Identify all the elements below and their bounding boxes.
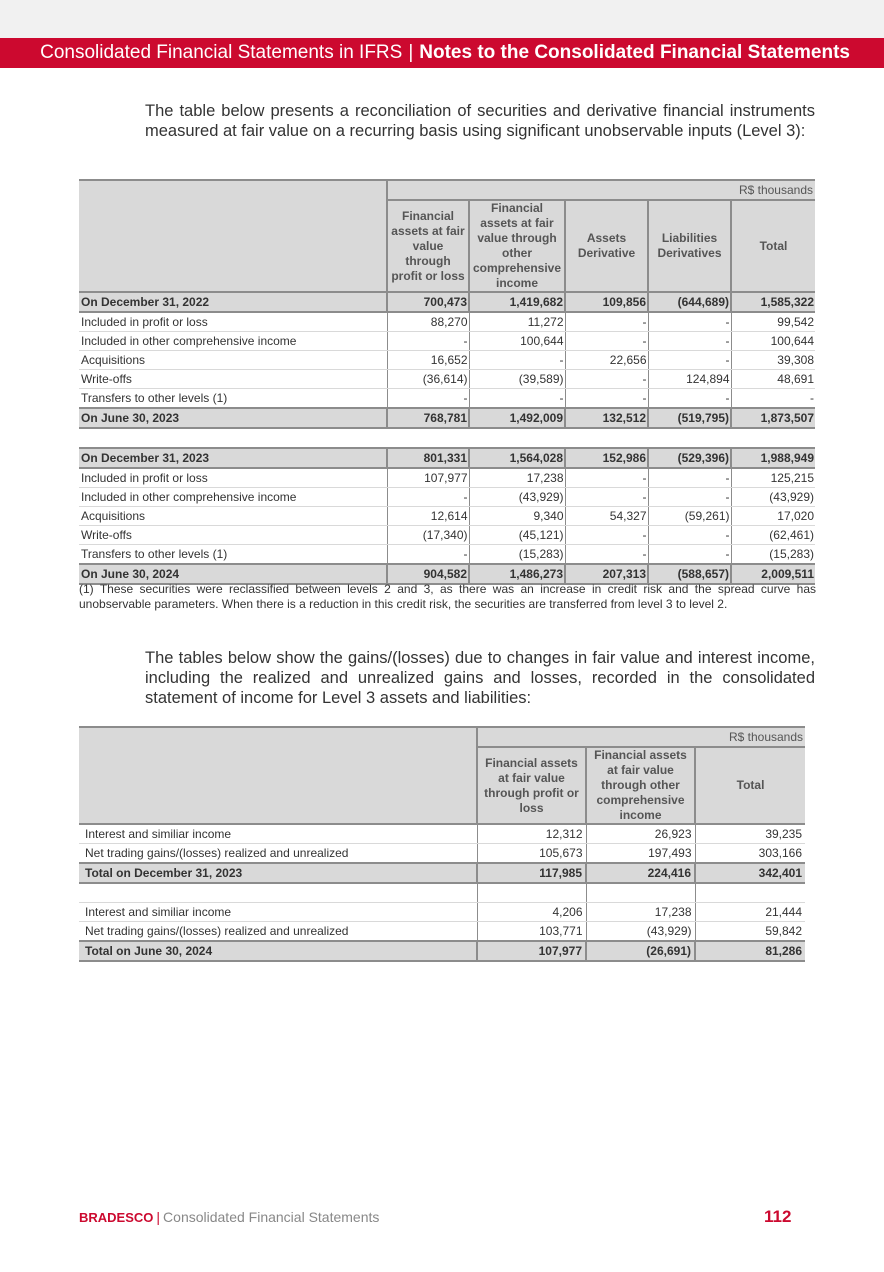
header-blank — [79, 180, 387, 292]
footer-separator: | — [156, 1209, 161, 1225]
header-blank — [79, 727, 477, 824]
cell: 1,492,009 — [469, 408, 565, 428]
cell: (15,283) — [469, 545, 565, 565]
cell: 103,771 — [477, 922, 586, 942]
col-fvtpl: Financial assets at fair value through profit or loss — [387, 200, 469, 292]
cell: 9,340 — [469, 507, 565, 526]
row-label: Transfers to other levels (1) — [79, 389, 387, 409]
row-label: Acquisitions — [79, 351, 387, 370]
cell: 4,206 — [477, 903, 586, 922]
cell: 81,286 — [695, 941, 805, 961]
row-label: Interest and similiar income — [79, 903, 477, 922]
cell: - — [648, 545, 731, 565]
table-row — [79, 922, 805, 942]
cell: 904,582 — [387, 564, 469, 584]
cell: - — [648, 351, 731, 370]
row-label: Total on December 31, 2023 — [79, 863, 477, 883]
row-label: On June 30, 2023 — [79, 408, 387, 428]
cell: (588,657) — [648, 564, 731, 584]
cell: (17,340) — [387, 526, 469, 545]
cell: 17,238 — [586, 903, 695, 922]
cell: 107,977 — [387, 468, 469, 488]
level3-gains-losses-table — [79, 726, 805, 962]
cell: 700,473 — [387, 292, 469, 312]
row-label: Net trading gains/(losses) realized and unrealized — [79, 922, 477, 942]
cell: 12,614 — [387, 507, 469, 526]
row-label: Included in other comprehensive income — [79, 488, 387, 507]
cell: 54,327 — [565, 507, 648, 526]
cell: 152,986 — [565, 448, 648, 468]
cell: - — [387, 389, 469, 409]
cell: 17,020 — [731, 507, 815, 526]
cell: - — [565, 526, 648, 545]
table-row — [79, 545, 815, 565]
table-row — [79, 389, 815, 409]
unit-label: R$ thousands — [387, 180, 815, 200]
cell: - — [565, 389, 648, 409]
row-label: Interest and similiar income — [79, 824, 477, 844]
cell: (36,614) — [387, 370, 469, 389]
row-label: Included in profit or loss — [79, 468, 387, 488]
cell: - — [565, 332, 648, 351]
cell: 125,215 — [731, 468, 815, 488]
row-label: Net trading gains/(losses) realized and unrealized — [79, 844, 477, 864]
cell: - — [565, 370, 648, 389]
table-row — [79, 448, 815, 468]
row-label: Total on June 30, 2024 — [79, 941, 477, 961]
col-fvoci: Financial assets at fair value through other comprehensive income — [586, 747, 695, 824]
cell: - — [387, 332, 469, 351]
top-strip — [0, 0, 884, 38]
table-footnote: (1) These securities were reclassified between levels 2 and 3, as there was an increase in credit risk and the spread curve has unobservable parameters. When there is a reduction in this credit risk, the securities are transferred from level 3 to level 2. — [79, 582, 816, 611]
page-footer — [79, 1209, 379, 1225]
row-label: On June 30, 2024 — [79, 564, 387, 584]
cell: 59,842 — [695, 922, 805, 942]
cell: 107,977 — [477, 941, 586, 961]
level3-reconciliation-table — [79, 179, 815, 585]
banner-subsection: Notes to the Consolidated Financial Statements — [419, 42, 850, 63]
cell: - — [565, 545, 648, 565]
cell: 39,235 — [695, 824, 805, 844]
cell: - — [565, 468, 648, 488]
cell: 39,308 — [731, 351, 815, 370]
cell: 1,486,273 — [469, 564, 565, 584]
cell: 342,401 — [695, 863, 805, 883]
cell: 109,856 — [565, 292, 648, 312]
cell: - — [469, 389, 565, 409]
table-row — [79, 332, 815, 351]
cell: 132,512 — [565, 408, 648, 428]
cell: (39,589) — [469, 370, 565, 389]
row-label: Included in other comprehensive income — [79, 332, 387, 351]
cell: 12,312 — [477, 824, 586, 844]
cell: - — [648, 526, 731, 545]
row-label: Write-offs — [79, 526, 387, 545]
cell: - — [731, 389, 815, 409]
cell: 21,444 — [695, 903, 805, 922]
cell: (43,929) — [731, 488, 815, 507]
cell: - — [387, 545, 469, 565]
row-label: Included in profit or loss — [79, 312, 387, 332]
cell: 1,419,682 — [469, 292, 565, 312]
cell: 1,585,322 — [731, 292, 815, 312]
cell: - — [648, 332, 731, 351]
cell: 11,272 — [469, 312, 565, 332]
cell: 1,873,507 — [731, 408, 815, 428]
table-row — [79, 468, 815, 488]
table-row — [79, 507, 815, 526]
cell: (519,795) — [648, 408, 731, 428]
cell: - — [565, 488, 648, 507]
cell: - — [565, 312, 648, 332]
spacer-row — [79, 428, 815, 448]
table-row — [79, 408, 815, 428]
cell: 1,988,949 — [731, 448, 815, 468]
table-row — [79, 824, 805, 844]
intro-paragraph-1: The table below presents a reconciliation of securities and derivative financial instruments measured at fair value on a recurring basis using significant unobservable inputs (Level 3): — [145, 102, 815, 140]
cell: 105,673 — [477, 844, 586, 864]
cell: 99,542 — [731, 312, 815, 332]
cell: (45,121) — [469, 526, 565, 545]
row-label: On December 31, 2022 — [79, 292, 387, 312]
row-label: Acquisitions — [79, 507, 387, 526]
col-total: Total — [731, 200, 815, 292]
table-row — [79, 526, 815, 545]
table-row — [79, 312, 815, 332]
cell: (59,261) — [648, 507, 731, 526]
cell: (62,461) — [731, 526, 815, 545]
cell: - — [469, 351, 565, 370]
cell: - — [648, 312, 731, 332]
cell: 768,781 — [387, 408, 469, 428]
table-row — [79, 564, 815, 584]
col-fvoci: Financial assets at fair value through other comprehensive income — [469, 200, 565, 292]
cell: 16,652 — [387, 351, 469, 370]
cell: 100,644 — [469, 332, 565, 351]
cell: (43,929) — [586, 922, 695, 942]
banner-separator: | — [408, 42, 414, 63]
cell: 124,894 — [648, 370, 731, 389]
table-row — [79, 863, 805, 883]
spacer-row — [79, 883, 805, 903]
cell: 48,691 — [731, 370, 815, 389]
banner-section: Consolidated Financial Statements in IFRS — [40, 42, 403, 63]
cell: 17,238 — [469, 468, 565, 488]
section-banner — [0, 38, 884, 68]
row-label: Write-offs — [79, 370, 387, 389]
cell: 1,564,028 — [469, 448, 565, 468]
cell: 88,270 — [387, 312, 469, 332]
cell: 2,009,511 — [731, 564, 815, 584]
table-row — [79, 351, 815, 370]
footer-text: Consolidated Financial Statements — [163, 1209, 380, 1225]
cell: 22,656 — [565, 351, 648, 370]
intro-paragraph-2: The tables below show the gains/(losses) due to changes in fair value and interest income, including the realized and unrealized gains and losses, recorded in the consolidated statement of income for Level 3 assets and liabilities: — [145, 649, 815, 707]
table-row — [79, 903, 805, 922]
cell: 303,166 — [695, 844, 805, 864]
table-row — [79, 941, 805, 961]
table-row — [79, 292, 815, 312]
cell: 100,644 — [731, 332, 815, 351]
cell: (529,396) — [648, 448, 731, 468]
col-fvtpl: Financial assets at fair value through profit or loss — [477, 747, 586, 824]
col-total: Total — [695, 747, 805, 824]
row-label: Transfers to other levels (1) — [79, 545, 387, 565]
col-assets-derivative: Assets Derivative — [565, 200, 648, 292]
cell: (644,689) — [648, 292, 731, 312]
cell: - — [648, 488, 731, 507]
table-row — [79, 370, 815, 389]
col-liabilities-derivatives: Liabilities Derivatives — [648, 200, 731, 292]
table-row — [79, 488, 815, 507]
cell: (15,283) — [731, 545, 815, 565]
brand-name: BRADESCO — [79, 1210, 154, 1225]
cell: 26,923 — [586, 824, 695, 844]
table-row — [79, 844, 805, 864]
page-number: 112 — [764, 1207, 792, 1226]
cell: 801,331 — [387, 448, 469, 468]
row-label: On December 31, 2023 — [79, 448, 387, 468]
cell: 117,985 — [477, 863, 586, 883]
cell: (43,929) — [469, 488, 565, 507]
cell: 207,313 — [565, 564, 648, 584]
cell: - — [387, 488, 469, 507]
cell: 224,416 — [586, 863, 695, 883]
unit-label: R$ thousands — [477, 727, 805, 747]
cell: - — [648, 389, 731, 409]
cell: (26,691) — [586, 941, 695, 961]
cell: 197,493 — [586, 844, 695, 864]
cell: - — [648, 468, 731, 488]
